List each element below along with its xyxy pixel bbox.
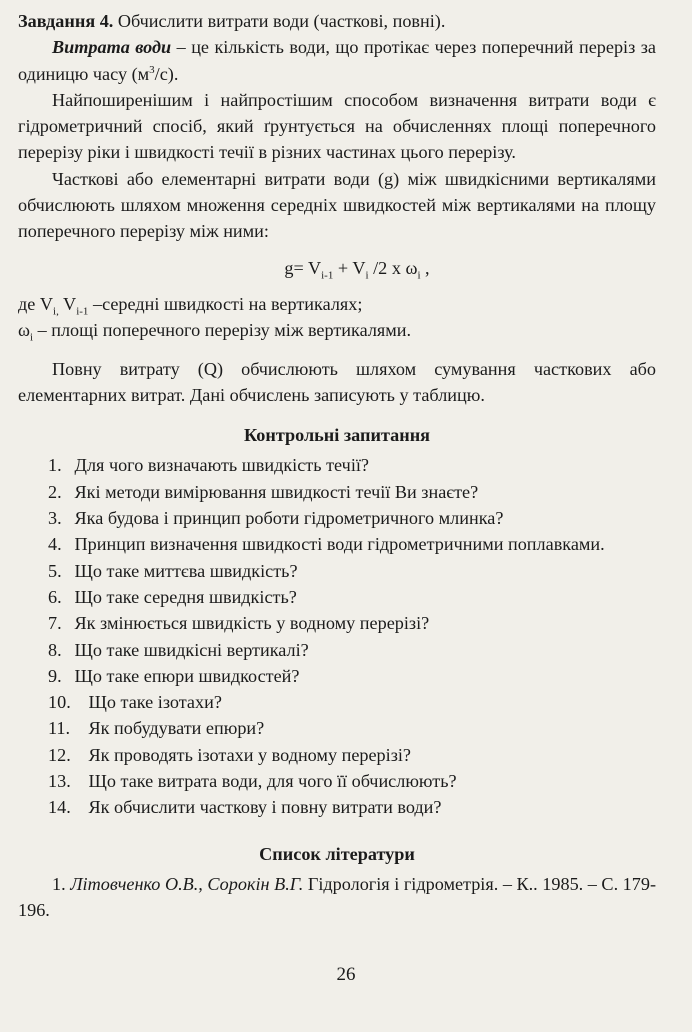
where-line-2 <box>18 317 656 343</box>
question-number: 1. <box>48 455 62 476</box>
question-text: Як змінюється швидкість у водному перерізі? <box>74 613 430 634</box>
questions-list <box>18 452 656 820</box>
where-text: ω <box>18 320 30 341</box>
where-line-1 <box>18 291 656 317</box>
question-text: Яка будова і принцип роботи гідрометричного млинка? <box>74 508 504 529</box>
list-item <box>48 531 656 557</box>
question-text: Що таке епюри швидкостей? <box>74 665 300 686</box>
where-text: – площі поперечного перерізу між вертикалями. <box>33 320 412 341</box>
reference-text: Гідрологія і гідрометрія. – К.. 1985. – С. 179-196. <box>18 873 657 921</box>
question-text: Як обчислити часткову і повну витрати води? <box>88 797 442 818</box>
question-text: Як побудувати епюри? <box>88 718 265 739</box>
question-number: 2. <box>48 481 62 502</box>
question-number: 4. <box>48 534 62 555</box>
question-text: Що таке середня швидкість? <box>74 586 297 607</box>
definition-term: Витрата води <box>52 37 172 58</box>
formula-sub: i <box>365 269 369 282</box>
question-number: 10. <box>48 692 71 713</box>
unit-superscript: 3 <box>149 63 155 76</box>
definition-text-end: /с). <box>154 63 179 84</box>
question-number: 12. <box>48 744 71 765</box>
list-item <box>48 715 656 741</box>
list-item <box>48 558 656 584</box>
where-sub: i, <box>53 305 59 318</box>
question-text: Принцип визначення швидкості води гідрометричними поплавками. <box>74 534 605 555</box>
question-text: Як проводять ізотахи у водному перерізі? <box>88 744 412 765</box>
question-text: Що таке витрата води, для чого її обчислюють? <box>88 771 457 792</box>
formula-mid: + V <box>333 257 366 278</box>
total-discharge-paragraph: Повну витрату (Q) обчислюють шляхом сумування часткових або елементарних витрат. Дані обчислень записують у таблицю. <box>18 358 656 405</box>
page-number: 26 <box>336 964 356 985</box>
where-text: –середні швидкості на вертикалях; <box>88 293 363 314</box>
list-item <box>48 637 656 663</box>
formula-sub: i-1 <box>321 269 334 282</box>
reference-item <box>18 871 656 924</box>
where-sub: i <box>29 331 34 344</box>
list-item <box>48 610 656 636</box>
question-number: 3. <box>48 508 62 529</box>
where-text: де V <box>18 293 54 314</box>
question-number: 8. <box>48 639 62 660</box>
list-item <box>48 479 656 505</box>
list-item <box>48 663 656 689</box>
list-item <box>48 505 656 531</box>
question-number: 6. <box>48 586 62 607</box>
task-heading <box>18 8 656 34</box>
question-text: Що таке миттєва швидкість? <box>74 560 298 581</box>
question-text: Для чого визначають швидкість течії? <box>74 455 369 476</box>
references-heading: Список літератури <box>259 843 415 864</box>
question-number: 13. <box>48 771 71 792</box>
list-item <box>48 689 656 715</box>
list-item <box>48 794 656 820</box>
where-sub: i-1 <box>76 305 89 318</box>
question-number: 9. <box>48 665 62 686</box>
formula-sub: i <box>417 269 421 282</box>
list-item <box>48 584 656 610</box>
task-label: Завдання 4. <box>18 11 114 31</box>
question-number: 14. <box>48 797 71 818</box>
list-item <box>48 452 656 478</box>
reference-number: 1. <box>52 873 66 894</box>
question-number: 7. <box>48 613 62 634</box>
discharge-formula <box>18 255 656 281</box>
formula-rest: /2 x ω <box>368 257 418 278</box>
question-text: Що таке швидкісні вертикалі? <box>74 639 309 660</box>
question-text: Що таке ізотахи? <box>88 692 222 713</box>
where-text: V <box>58 293 77 314</box>
question-number: 5. <box>48 560 62 581</box>
task-title: Обчислити витрати води (часткові, повні). <box>113 11 446 31</box>
question-number: 11. <box>48 718 71 739</box>
list-item <box>48 768 656 794</box>
formula-lhs: g= V <box>284 257 322 278</box>
method-paragraph: Найпоширенішим і найпростішим способом визначення витрати води є гідрометричний спосіб, який ґрунтується на обчисленнях площі поперечного перерізу ріки і швидкості течії в різних частинах цього перерізу. <box>18 89 656 163</box>
questions-heading: Контрольні запитання <box>243 425 431 446</box>
definition-text: – це кількість води, що протікає через поперечний переріз за одиницю часу (м <box>18 37 656 84</box>
reference-authors: Літовченко О.В., Сорокін В.Г. <box>70 873 304 894</box>
definition-paragraph <box>18 34 656 87</box>
question-text: Які методи вимірювання швидкості течії Ви знаєте? <box>74 481 479 502</box>
formula-end: , <box>420 257 430 278</box>
list-item <box>48 742 656 768</box>
partial-discharge-paragraph: Часткові або елементарні витрати води (g) між швидкісними вертикалями обчислюють шляхом множення середніх швидкостей між вертикалями на площу поперечного перерізу між ними: <box>18 168 656 242</box>
